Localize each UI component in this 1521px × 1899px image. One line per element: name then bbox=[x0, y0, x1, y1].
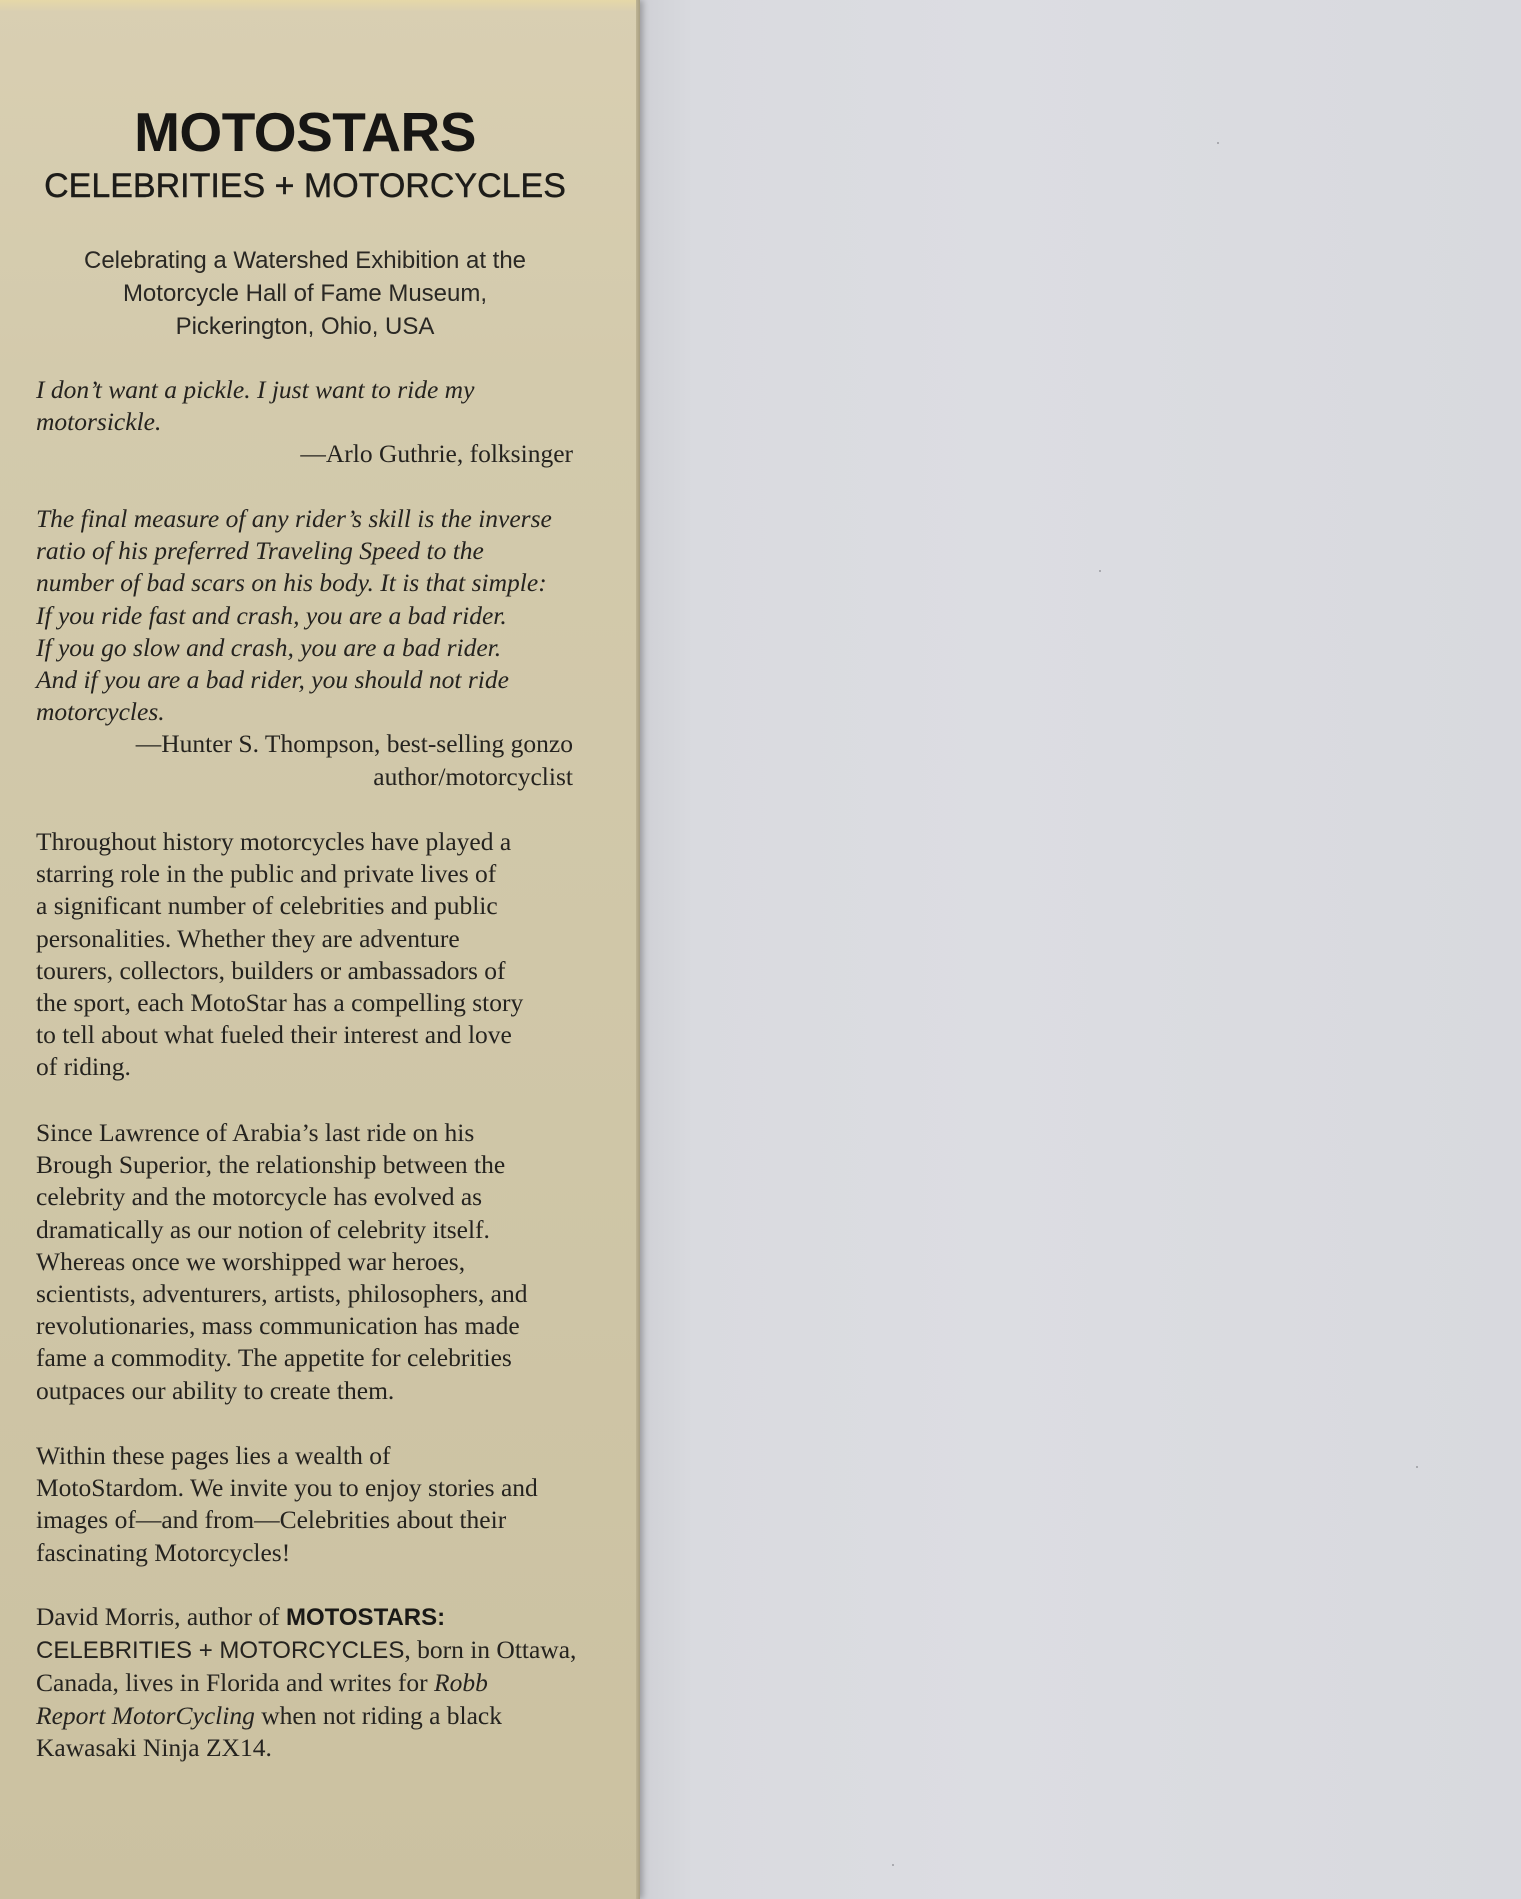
book-subtitle: CELEBRITIES + MOTORCYCLES bbox=[44, 167, 566, 205]
quote-line: number of bad scars on his body. It is that simple: bbox=[36, 568, 547, 598]
body-line: Since Lawrence of Arabia’s last ride on his bbox=[36, 1118, 475, 1147]
body-line: scientists, adventurers, artists, philosophers, and bbox=[36, 1279, 528, 1309]
quote-line: And if you are a bad rider, you should not ride bbox=[36, 665, 509, 695]
flap-edge bbox=[636, 0, 640, 1899]
body-line: of riding. bbox=[36, 1052, 131, 1082]
bio-book-title: MOTOSTARS: bbox=[286, 1604, 446, 1631]
bio-line bbox=[36, 1700, 576, 1732]
quote-line: The final measure of any rider’s skill is the inverse bbox=[36, 504, 552, 533]
quote-attribution: —Arlo Guthrie, folksinger bbox=[300, 439, 573, 469]
body-line: dramatically as our notion of celebrity itself. bbox=[36, 1214, 490, 1244]
body-line: the sport, each MotoStar has a compelling story bbox=[36, 988, 524, 1018]
body-line: celebrity and the motorcycle has evolved as bbox=[36, 1182, 483, 1212]
body-paragraph-lawrence bbox=[36, 1117, 576, 1407]
flap-top-band bbox=[0, 0, 640, 12]
bio-text: Canada, lives in Florida and writes for bbox=[36, 1668, 434, 1698]
body-paragraph-invitation bbox=[36, 1440, 576, 1569]
bio-publication: Robb bbox=[434, 1668, 488, 1698]
quote-line: If you go slow and crash, you are a bad rider. bbox=[36, 632, 502, 662]
tagline-line: Celebrating a Watershed Exhibition at the bbox=[83, 247, 527, 274]
body-line: revolutionaries, mass communication has made bbox=[36, 1311, 520, 1341]
body-paragraph-history bbox=[36, 826, 576, 1084]
body-line: personalities. Whether they are adventure bbox=[36, 923, 460, 953]
quote-thompson bbox=[36, 503, 576, 793]
blank-page-area bbox=[640, 0, 1521, 1899]
quote-line: motorcycles. bbox=[36, 697, 165, 727]
dust-speck bbox=[1217, 142, 1219, 144]
exhibition-tagline bbox=[0, 244, 610, 343]
bio-book-subtitle: CELEBRITIES + MOTORCYCLES bbox=[36, 1637, 405, 1665]
body-line: to tell about what fueled their interest and love bbox=[36, 1020, 512, 1050]
body-line: outpaces our ability to create them. bbox=[36, 1375, 395, 1405]
quote-guthrie bbox=[36, 374, 576, 471]
body-line: a significant number of celebrities and public bbox=[36, 891, 498, 921]
book-jacket-flap bbox=[0, 0, 640, 1899]
body-line: starring role in the public and private lives of bbox=[36, 859, 497, 889]
body-line: fascinating Motorcycles! bbox=[36, 1537, 291, 1567]
quote-line: I don’t want a pickle. I just want to ride my bbox=[36, 375, 475, 404]
quote-attribution: author/motorcyclist bbox=[373, 761, 573, 791]
quote-line: motorsickle. bbox=[36, 407, 162, 437]
body-line: Throughout history motorcycles have played a bbox=[36, 827, 512, 856]
body-line: Within these pages lies a wealth of bbox=[36, 1441, 391, 1470]
book-title: MOTOSTARS bbox=[134, 101, 476, 163]
dust-speck bbox=[892, 1864, 894, 1866]
tagline-line: Pickerington, Ohio, USA bbox=[175, 313, 435, 340]
quote-line: If you ride fast and crash, you are a bad rider. bbox=[36, 600, 507, 630]
bio-line bbox=[36, 1634, 576, 1667]
bio-text: , born in Ottawa, bbox=[404, 1635, 577, 1665]
bio-text: when not riding a black bbox=[254, 1700, 502, 1730]
body-line: MotoStardom. We invite you to enjoy stories and bbox=[36, 1473, 538, 1503]
body-line: Whereas once we worshipped war heroes, bbox=[36, 1246, 466, 1276]
tagline-line: Motorcycle Hall of Fame Museum, bbox=[122, 280, 488, 307]
bio-line: Kawasaki Ninja ZX14. bbox=[36, 1732, 272, 1762]
dust-speck bbox=[1099, 570, 1101, 572]
body-line: tourers, collectors, builders or ambassadors of bbox=[36, 955, 506, 985]
body-line: fame a commodity. The appetite for celebrities bbox=[36, 1343, 512, 1373]
bio-line bbox=[36, 1601, 576, 1634]
bio-line bbox=[36, 1667, 576, 1699]
body-line: images of—and from—Celebrities about their bbox=[36, 1505, 507, 1535]
bio-text: David Morris, author of bbox=[36, 1602, 286, 1631]
body-line: Brough Superior, the relationship between the bbox=[36, 1150, 506, 1180]
dust-speck bbox=[1416, 1466, 1418, 1468]
quote-attribution: —Hunter S. Thompson, best-selling gonzo bbox=[135, 729, 573, 759]
quote-line: ratio of his preferred Traveling Speed to the bbox=[36, 536, 484, 566]
author-bio bbox=[36, 1601, 576, 1764]
bio-publication: Report MotorCycling bbox=[36, 1700, 255, 1730]
